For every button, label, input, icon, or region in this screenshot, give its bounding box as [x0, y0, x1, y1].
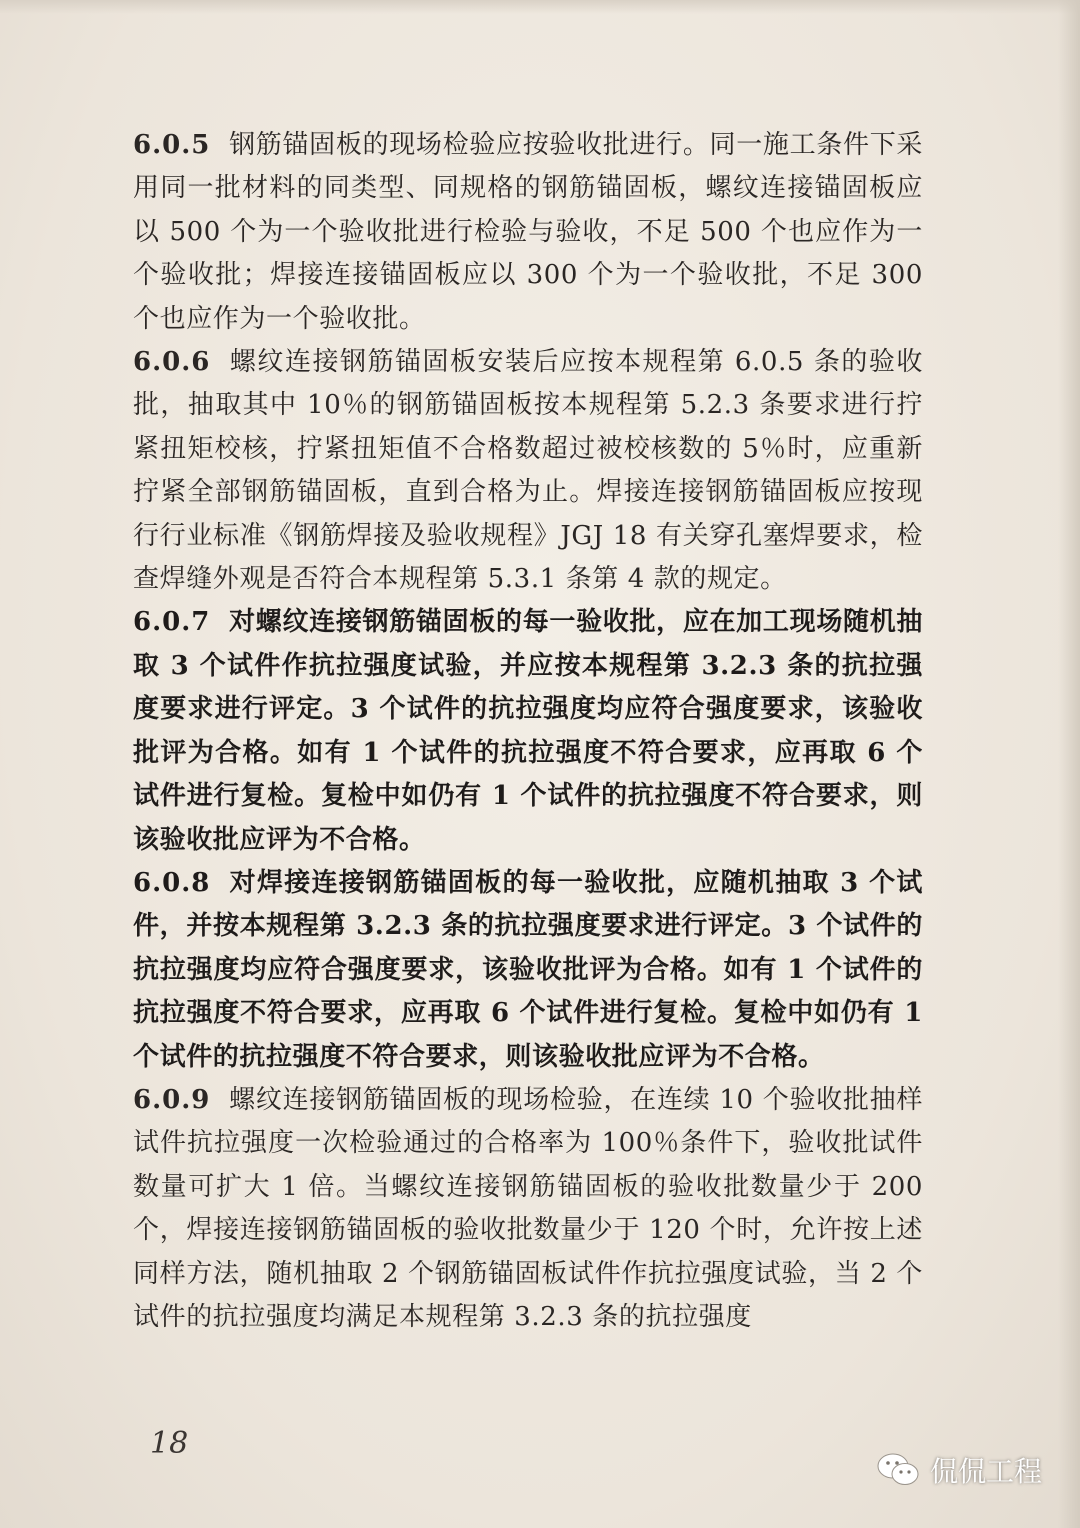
clause-number: 6.0.7	[133, 607, 211, 638]
watermark	[876, 1450, 1042, 1490]
clause-number: 6.0.6	[133, 347, 211, 378]
watermark-text: 侃侃工程	[929, 1455, 1042, 1488]
clause-6-0-7	[133, 601, 923, 861]
clause-6-0-6	[133, 341, 923, 601]
page-edge-right	[1058, 0, 1080, 1528]
clause-number: 6.0.8	[133, 867, 211, 898]
page-edge-top	[0, 0, 1080, 14]
clause-text: 螺纹连接钢筋锚固板安装后应按本规程第 6.0.5 条的验收批，抽取其中 10％的钢筋锚固板按本规程第 5.2.3 条要求进行拧紧扭矩校核，拧紧扭矩值不合格数超过被校核数的 5％时，应重新拧紧全部钢筋锚固板，直到合格为止。焊接连接钢筋锚固板应按现行行业标准《钢筋焊接及验收规程》JGJ 18 有关穿孔塞焊要求，检查焊缝外观是否符合本规程第 5.3.1 条第 4 款的规定。	[133, 347, 923, 595]
clause-text: 对焊接连接钢筋锚固板的每一验收批，应随机抽取 3 个试件，并按本规程第 3.2.3 条的抗拉强度要求进行评定。3 个试件的抗拉强度均应符合强度要求，该验收批评为合格。如有 1 个试件的抗拉强度不符合要求，应再取 6 个试件进行复检。复检中如仍有 1 个试件的抗拉强度不符合要求，则该验收批应评为不合格。	[133, 867, 923, 1072]
clause-number: 6.0.9	[133, 1084, 211, 1115]
clause-text: 钢筋锚固板的现场检验应按验收批进行。同一施工条件下采用同一批材料的同类型、同规格的钢筋锚固板，螺纹连接锚固板应以 500 个为一个验收批进行检验与验收，不足 500 个也应作为一个验收批；焊接连接锚固板应以 300 个为一个验收批，不足 300 个也应作为一个验收批。	[133, 130, 923, 334]
document-body	[133, 124, 923, 1339]
clause-text: 螺纹连接钢筋锚固板的现场检验，在连续 10 个验收批抽样试件抗拉强度一次检验通过的合格率为 100％条件下，验收批试件数量可扩大 1 倍。当螺纹连接钢筋锚固板的验收批数量少于 200 个，焊接连接钢筋锚固板的验收批数量少于 120 个时，允许按上述同样方法，随机抽取 2 个钢筋锚固板试件作抗拉强度试验，当 2 个试件的抗拉强度均满足本规程第 3.2.3 条的抗拉强度	[133, 1084, 923, 1332]
clause-text: 对螺纹连接钢筋锚固板的每一验收批，应在加工现场随机抽取 3 个试件作抗拉强度试验，并应按本规程第 3.2.3 条的抗拉强度要求进行评定。3 个试件的抗拉强度均应符合强度要求，该验收批评为合格。如有 1 个试件的抗拉强度不符合要求，应再取 6 个试件进行复检。复检中如仍有 1 个试件的抗拉强度不符合要求，则该验收批应评为不合格。	[133, 607, 923, 855]
clause-number: 6.0.5	[133, 130, 211, 160]
page-number: 18	[150, 1426, 189, 1461]
wechat-icon	[876, 1452, 920, 1488]
clause-6-0-8	[133, 862, 923, 1079]
clause-6-0-9	[133, 1079, 923, 1339]
clause-6-0-5	[133, 124, 923, 341]
